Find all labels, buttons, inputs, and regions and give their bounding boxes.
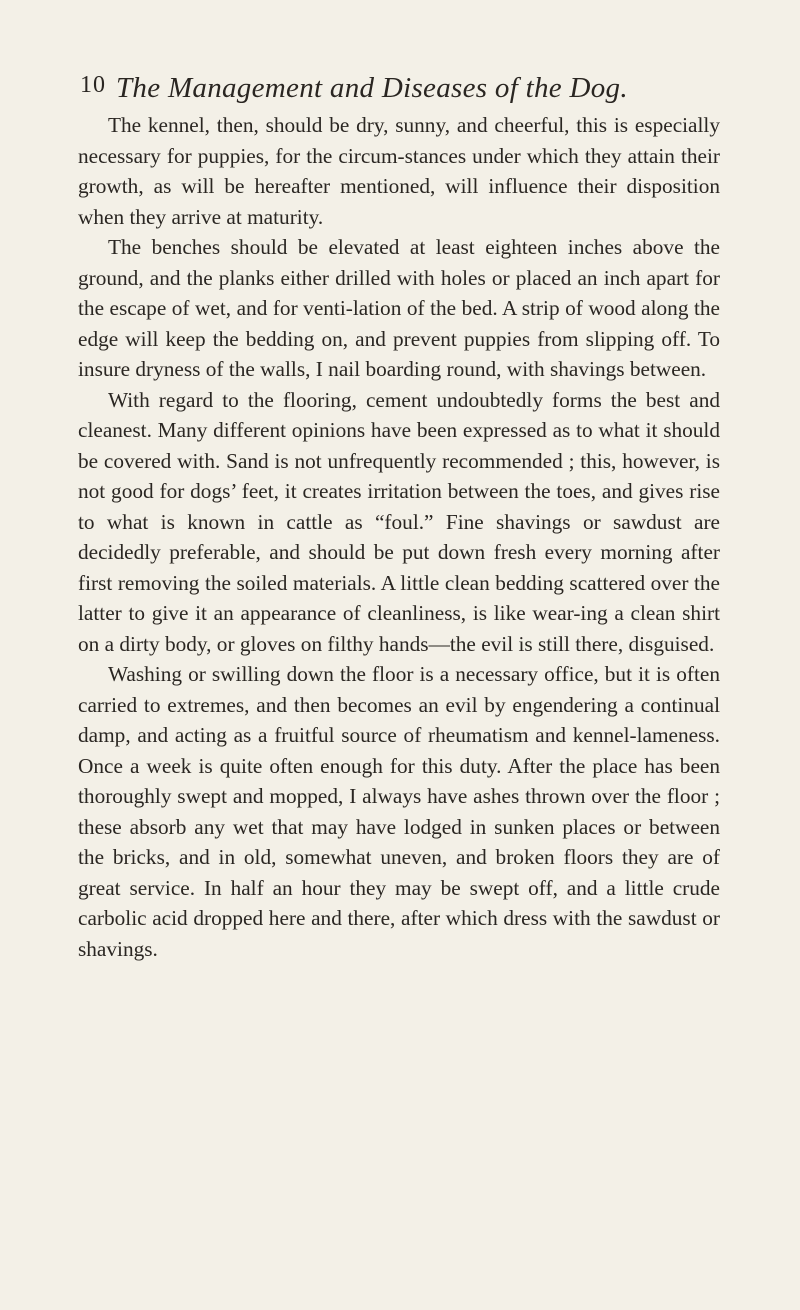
page-header — [0, 72, 800, 112]
paragraph-washing: Washing or swilling down the floor is a necessary office, but it is often carried to extremes, and then becomes an evil by engendering a continual damp, and acting as a fruitful source of rheumatism and kennel-lameness. Once a week is quite often enough for this duty. After the place has been thoroughly swept and mopped, I always have ashes thrown over the floor ; these absorb any wet that may have lodged in sunken places or between the bricks, and in old, somewhat uneven, and broken floors they are of great service. In half an hour they may be swept off, and a little crude carbolic acid dropped here and there, after which dress with the sawdust or shavings. — [78, 662, 720, 961]
body-text — [78, 110, 720, 964]
paragraph-flooring: With regard to the flooring, cement undoubtedly forms the best and cleanest. Many different opinions have been expressed as to what it should be covered with. Sand is not unfrequently recommended ; this, however, is not good for dogs’ feet, it creates irritation between the toes, and gives rise to what is known in cattle as “foul.” Fine shavings or sawdust are decidedly preferable, and should be put down fresh every morning after first removing the soiled materials. A little clean bedding scattered over the latter to give it an appearance of cleanliness, is like wear-ing a clean shirt on a dirty body, or gloves on filthy hands—the evil is still there, disguised. — [78, 387, 720, 656]
running-title: The Management and Diseases of the Dog. — [116, 72, 628, 104]
paragraph-benches: The benches should be elevated at least eighteen inches above the ground, and the planks either drilled with holes or placed an inch apart for the escape of wet, and for venti-lation of the bed. A strip of wood along the edge will keep the bedding on, and prevent puppies from slipping off. To insure dryness of the walls, I nail boarding round, with shavings between. — [78, 235, 720, 381]
paragraph-kennel: The kennel, then, should be dry, sunny, and cheerful, this is especially necessary for puppies, for the circum-stances under which they attain their growth, as will be hereafter mentioned, will influence their disposition when they arrive at maturity. — [78, 113, 720, 229]
page-number: 10 — [80, 72, 106, 98]
